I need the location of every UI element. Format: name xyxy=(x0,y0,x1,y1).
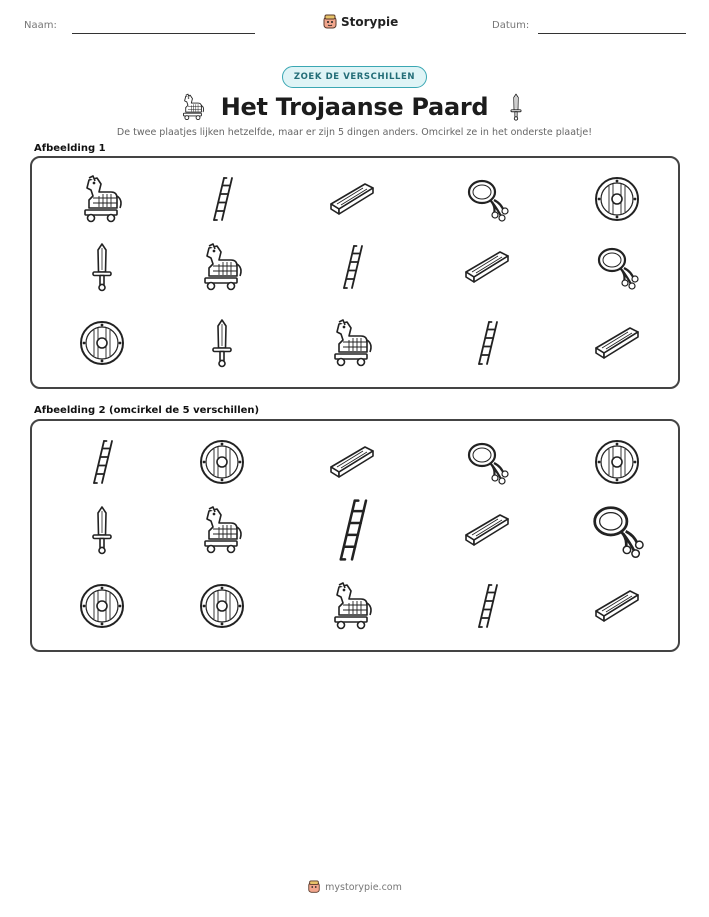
plank-icon xyxy=(592,318,642,368)
footer-site[interactable]: mystorypie.com xyxy=(325,881,402,893)
horse-icon[interactable] xyxy=(327,581,377,631)
sword-icon xyxy=(502,93,530,121)
shield-icon[interactable] xyxy=(77,581,127,631)
instructions: De twee plaatjes lijken hetzelfde, maar er zijn 5 dingen anders. Omcirkel ze in het onderste plaatje! xyxy=(116,127,593,138)
horse-icon xyxy=(77,174,127,224)
date-line[interactable] xyxy=(538,33,686,34)
plank-icon[interactable] xyxy=(327,437,377,487)
picture-2-panel[interactable] xyxy=(30,419,680,652)
sword-icon[interactable] xyxy=(77,505,127,555)
date-label: Datum: xyxy=(492,20,530,31)
rope-icon xyxy=(462,174,512,224)
horse-icon xyxy=(179,93,207,121)
picture-2-label: Afbeelding 2 (omcirkel de 5 verschillen) xyxy=(34,405,260,416)
ladder-icon[interactable] xyxy=(77,437,127,487)
name-line[interactable] xyxy=(72,33,255,34)
brand-name: Storypie xyxy=(341,15,399,29)
shield-icon[interactable] xyxy=(197,437,247,487)
pie-mascot-icon xyxy=(322,14,338,30)
rope-icon[interactable] xyxy=(462,437,512,487)
ladder-icon[interactable] xyxy=(462,581,512,631)
plank-icon xyxy=(462,242,512,292)
ladder-icon xyxy=(327,242,377,292)
ladder-icon xyxy=(197,174,247,224)
horse-icon xyxy=(327,318,377,368)
name-label: Naam: xyxy=(24,20,57,31)
page-title: Het Trojaanse Paard xyxy=(220,93,489,121)
plank-icon[interactable] xyxy=(462,505,512,555)
pie-mascot-icon xyxy=(307,880,321,894)
ladder-icon xyxy=(462,318,512,368)
picture-1-panel xyxy=(30,156,680,389)
sword-icon xyxy=(197,318,247,368)
footer xyxy=(0,880,709,894)
sword-icon xyxy=(77,242,127,292)
title-row xyxy=(0,90,709,124)
storypie-logo xyxy=(322,14,398,30)
horse-icon xyxy=(197,242,247,292)
rope-icon[interactable] xyxy=(586,499,648,561)
shield-icon xyxy=(592,174,642,224)
shield-icon[interactable] xyxy=(592,437,642,487)
horse-icon[interactable] xyxy=(197,505,247,555)
shield-icon xyxy=(77,318,127,368)
rope-icon xyxy=(592,242,642,292)
shield-icon[interactable] xyxy=(197,581,247,631)
plank-icon xyxy=(327,174,377,224)
picture-1-label: Afbeelding 1 xyxy=(34,143,106,154)
plank-icon[interactable] xyxy=(592,581,642,631)
ladder-icon[interactable] xyxy=(317,495,387,565)
spot-the-difference-badge: ZOEK DE VERSCHILLEN xyxy=(282,66,427,88)
